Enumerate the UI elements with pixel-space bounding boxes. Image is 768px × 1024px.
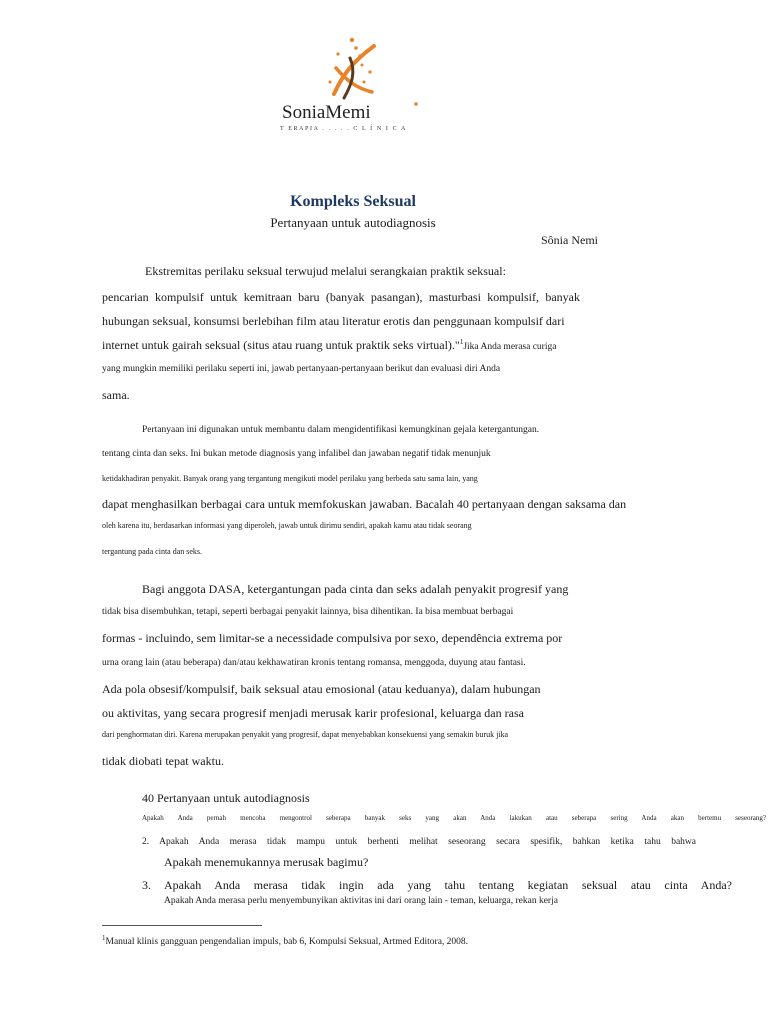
para2-line1: Pertanyaan ini digunakan untuk membantu dalam mengidentifikasi kemungkinan gejala ketergantungan.: [142, 425, 540, 435]
para3-line4: urna orang lain (atau beberapa) dan/atau kekhawatiran kronis tentang romansa, menggoda, duyung atau fantasi.: [102, 658, 526, 668]
para3-line6: ou aktivitas, yang secara progresif menjadi merusak karir profesional, keluarga dan rasa: [102, 706, 524, 720]
footnote-marker: 1: [102, 934, 106, 942]
para1-line5: yang mungkin memiliki perilaku seperti ini, jawab pertanyaan-pertanyaan berikut dan evaluasi diri Anda: [102, 364, 501, 374]
footnote-divider: [102, 925, 262, 926]
document-title: Kompleks Seksual: [290, 193, 416, 210]
para1-line4-text: internet untuk gairah seksual (situs atau ruang untuk praktik seks virtual).": [102, 338, 460, 352]
para1-line4-tail: Jika Anda merasa curiga: [463, 342, 557, 352]
para3-line8: tidak diobati tepat waktu.: [102, 754, 224, 768]
para2-line2: tentang cinta dan seks. Ini bukan metode diagnosis yang infalibel dan jawaban negatif tidak menunjuk: [102, 449, 491, 459]
question-3-cont: Apakah Anda merasa perlu menyembunyikan aktivitas ini dari orang lain - teman, keluarga, rekan kerja: [164, 896, 558, 906]
footnote-ref[interactable]: 1: [459, 338, 464, 346]
document-author: Sônia Nemi: [541, 233, 598, 247]
para3-line7: dari penghormatan diri. Karena merupakan penyakit yang progresif, dapat menyebabkan konsekuensi yang semakin buruk jika: [102, 730, 509, 739]
footnote: [102, 934, 468, 947]
question-3: 3. Apakah Anda merasa tidak ingin ada yang tahu tentang kegiatan seksual atau cinta Anda?: [142, 878, 732, 892]
question-2-cont: Apakah menemukannya merusak bagimu?: [164, 855, 369, 869]
para1-line6: sama.: [102, 388, 130, 402]
para1-line1: Ekstremitas perilaku seksual terwujud melalui serangkaian praktik seksual:: [145, 264, 506, 278]
para1-line2: pencarian kompulsif untuk kemitraan baru (banyak pasangan), masturbasi kompulsif, banyak: [102, 290, 580, 304]
para3-line5: Ada pola obsesif/kompulsif, baik seksual atau emosional (atau keduanya), dalam hubungan: [102, 682, 541, 696]
logo-brand: SoniaMemi: [282, 102, 371, 123]
para2-line5: oleh karena itu, berdasarkan informasi yang diperoleh, jawab untuk dirimu sendiri, apakah kamu atau tidak seorang: [102, 521, 472, 530]
para3-line1: Bagi anggota DASA, ketergantungan pada cinta dan seks adalah penyakit progresif yang: [142, 582, 569, 596]
para2-line6: tergantung pada cinta dan seks.: [102, 547, 203, 556]
document-subtitle: Pertanyaan untuk autodiagnosis: [270, 215, 436, 230]
footnote-text: Manual klinis gangguan pengendalian impuls, bab 6, Kompulsi Seksual, Artmed Editora, 2008.: [105, 937, 469, 948]
questions-heading: 40 Pertanyaan untuk autodiagnosis: [142, 791, 310, 805]
question-2: 2. Apakah Anda merasa tidak mampu untuk berhenti melihat seseorang secara spesifik, bahkan ketika tahu bahwa: [142, 837, 696, 847]
para2-line4: dapat menghasilkan berbagai cara untuk memfokuskan jawaban. Bacalah 40 pertanyaan dengan saksama dan: [102, 497, 627, 511]
para1-line4: [102, 338, 556, 353]
question-1: Apakah Anda pernah mencoba mengontrol seberapa banyak seks yang akan Anda lakukan atau seberapa sering Anda akan bertemu seseorang?: [142, 814, 766, 822]
para1-line3: hubungan seksual, konsumsi berlebihan film atau literatur erotis dan penggunaan kompulsif dari: [102, 314, 565, 328]
para2-line3: ketidakhadiran penyakit. Banyak orang yang tergantung mengikuti model perilaku yang berbeda satu sama lain, yang: [102, 474, 478, 483]
logo-tagline: T ERAPIA . . . . . C L Í N I C A: [280, 126, 407, 132]
para3-line2: tidak bisa disembuhkan, tetapi, seperti berbagai penyakit lainnya, bisa dihentikan. Ia bisa membuat berbagai: [102, 607, 514, 617]
para3-line3: formas - incluindo, sem limitar-se a necessidade compulsiva por sexo, dependência extrema por: [102, 631, 563, 645]
